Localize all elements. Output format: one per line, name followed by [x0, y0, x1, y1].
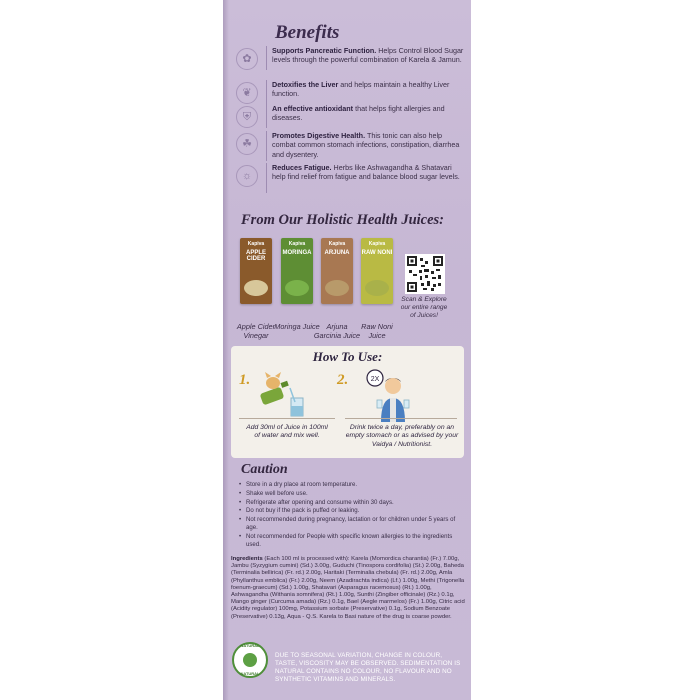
divider	[239, 418, 335, 419]
box-edge-shadow	[223, 0, 229, 700]
pouring-juice-icon	[255, 368, 315, 418]
step-number: 2.	[337, 372, 349, 388]
benefit-text: Supports Pancreatic Function. Helps Control Blood Sugar levels through the powerful combination of Karela & Jamun.	[272, 46, 464, 65]
list-item: • Do not buy if the pack is puffed or leaking.	[238, 507, 464, 515]
how-to-use-title: How To Use:	[312, 349, 383, 364]
energy-icon: ☼	[236, 165, 258, 187]
qr-caption: Scan & Explore our entire range of Juices!	[400, 296, 448, 319]
juice-label: Arjuna Garcinia Juice	[313, 322, 361, 340]
list-item: • Not recommended for People with specific known allergies to the ingredients used.	[238, 533, 464, 549]
divider	[266, 131, 267, 161]
divider	[345, 418, 457, 419]
noni-bottle: Kapiva RAW NONI	[361, 238, 393, 304]
divider	[266, 46, 267, 70]
list-item: • Shake well before use.	[238, 490, 464, 498]
benefit-text: Promotes Digestive Health. This tonic can also help combat common stomach infections, constipation, diarrhea and dysentery.	[272, 131, 460, 159]
disclaimer-text: DUE TO SEASONAL VARIATION, CHANGE IN COLOUR, TASTE, VISCOSITY MAY BE OBSERVED. SEDIMENTATION IS NATURAL CONTAINS NO COLOUR, NO FLAVOUR AND NO SYNTHETIC VITAMINS AND MINERALS.	[275, 652, 461, 683]
juice-label: Apple Cider Vinegar	[236, 322, 276, 340]
benefit-text: Detoxifies the Liver and helps maintain a healthy Liver function.	[272, 80, 450, 99]
divider	[266, 104, 267, 128]
juice-label: Moringa Juice	[274, 322, 320, 331]
list-item: • Not recommended during pregnancy, lactation or for children under 5 years of age.	[238, 516, 464, 532]
juices-title: From Our Holistic Health Juices:	[241, 212, 445, 228]
pancreas-icon: ✿	[236, 48, 258, 70]
step-2-text: Drink twice a day, preferably on an empty stomach or as advised by your Vaidya / Nutritionist.	[345, 424, 459, 448]
step-1-text: Add 30ml of Juice in 100ml of water and mix well.	[246, 424, 328, 440]
juice-label: Raw Noni Juice	[361, 322, 393, 340]
svg-text:2X: 2X	[370, 376, 380, 383]
leaf-icon	[243, 653, 257, 667]
natural-badge-icon: NATURAL NATURAL	[232, 642, 268, 678]
divider	[266, 80, 267, 104]
moringa-bottle: Kapiva MORINGA	[281, 238, 313, 304]
liver-icon: ❦	[236, 82, 258, 104]
qr-code-icon[interactable]	[405, 254, 445, 294]
divider	[266, 163, 267, 193]
list-item: • Refrigerate after opening and consume within 30 days.	[238, 499, 464, 507]
person-drinking-icon	[363, 368, 419, 422]
shield-icon: ⛨	[236, 106, 258, 128]
apple-cider-bottle: Kapiva APPLE CIDER	[240, 238, 272, 304]
benefit-text: Reduces Fatigue. Herbs like Ashwagandha & Shatavari help find relief from fatigue and balance blood sugar levels.	[272, 163, 460, 182]
stomach-icon: ☘	[236, 133, 258, 155]
caution-list	[238, 481, 464, 550]
arjuna-bottle: Kapiva ARJUNA	[321, 238, 353, 304]
how-to-use-panel	[231, 346, 464, 458]
benefits-title: Benefits	[275, 22, 340, 43]
caution-title: Caution	[241, 462, 288, 477]
step-number: 1.	[239, 372, 251, 388]
list-item: • Store in a dry place at room temperature.	[238, 481, 464, 489]
ingredients-text: Ingredients (Each 100 ml is processed with): Karela (Momordica charantia) (Fr.) 7.00g, Jambu (Syzygium cumini) (Sd.) 3.00g, Guduchi (Tinospora cordifolia) (St.) 2.00g, Baheda (Terminalia bellirica) (Fr. rd.) 2.00g, Haritaki (Terminalia chebula) (Fr. rd.) 2.00g, Amla (Phyllanthus emblica) (Fr.) 2.00g, Neem (Azadirachta indica) (Lf.) 1.00g, Methi (Trigonella foenum-graecum) (Sd.) 1.00g, Shatavari (Asparagus racemosus) (Rt.) 1.00g, Ashwagandha (Withania somnifera) (Rt.) 1.00g, Sunthi (Zingiber officinale) (Rz.) 0.1g, Mango ginger (Curcuma amada) (Rz.) 0.1g, Bael (Aegle marmelos) (Fr.) 1.00g, Citric acid (Acidity regulator) 100mg, Potassium sorbate (Preservative) 0.1g, Sodium Benzoate (Preservative) 0.13g, Aqua - Q.S. Karela to Basi nature of the drug is coarse powder.	[231, 556, 465, 620]
benefit-text: An effective antioxidant that helps fight allergies and diseases.	[272, 104, 445, 123]
